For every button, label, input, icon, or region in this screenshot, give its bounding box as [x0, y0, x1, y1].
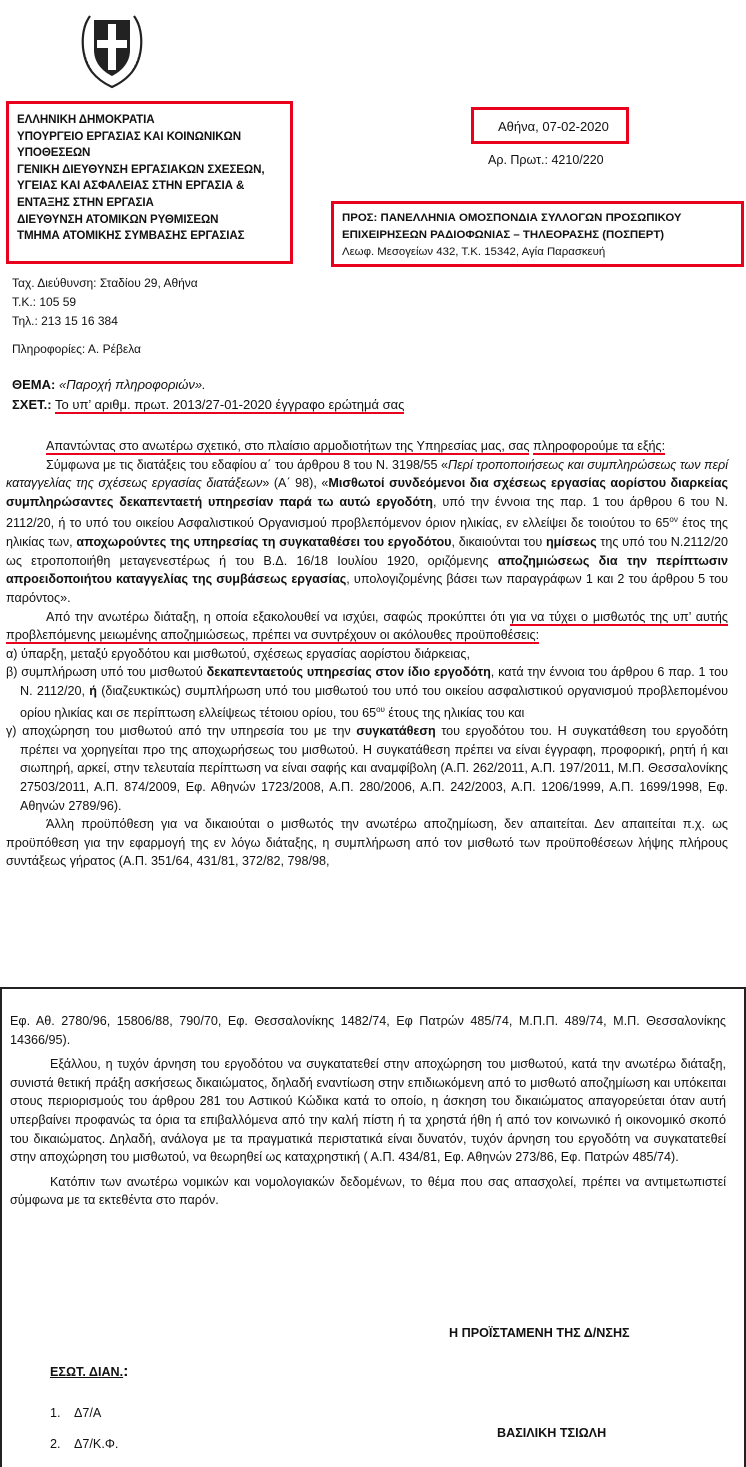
- intro-text: Απαντώντας στο ανωτέρω σχετικό, στο πλαίσιο αρμοδιοτήτων της Υπηρεσίας μας, σας: [46, 439, 530, 453]
- sender-line: ΥΠΟΘΕΣΕΩΝ: [17, 146, 91, 160]
- text-run: ον: [669, 515, 678, 525]
- distribution-entry: Δ7/Κ.Φ.: [74, 1437, 119, 1451]
- sender-line: ΤΜΗΜΑ ΑΤΟΜΙΚΗΣ ΣΥΜΒΑΣΗΣ ΕΡΓΑΣΙΑΣ: [17, 229, 245, 243]
- paragraph-1: [6, 456, 728, 608]
- text-run: , κατά την έννοια του άρθρου 6 παρ. 1 του Ν. 2112/20,: [20, 665, 728, 698]
- distribution-colon: :: [123, 1363, 129, 1380]
- info-contact: Πληροφορίες: Α. Ρέβελα: [12, 342, 141, 356]
- recipient-line: ΕΠΙΧΕΙΡΗΣΕΩΝ ΡΑΔΙΟΦΩΝΙΑΣ – ΤΗΛΕΟΡΑΣΗΣ (ΠΟΣΠΕΡΤ): [342, 229, 665, 241]
- sender-line: ΓΕΝΙΚΗ ΔΙΕΥΘΥΝΣΗ ΕΡΓΑΣΙΑΚΩΝ ΣΧΕΣΕΩΝ,: [17, 162, 265, 176]
- distribution-label: ΕΣΩΤ. ΔΙΑΝ.: [50, 1365, 124, 1379]
- protocol-number: Αρ. Πρωτ.: 4210/220: [488, 153, 604, 167]
- distribution-entry: Δ7/Α: [74, 1406, 102, 1420]
- reference-text: Το υπ’ αριθμ. πρωτ. 2013/27-01-2020 έγγραφο ερώτημά σας: [55, 397, 405, 412]
- text-run: , δικαιούνται του: [451, 535, 546, 550]
- text-run: συγκατάθεση: [356, 724, 436, 739]
- paragraph-5: Κατόπιν των ανωτέρω νομικών και νομολογιακών δεδομένων, το θέμα που σας απασχολεί, πρέπει να αντιμετωπιστεί σύμφωνα με τα εκτεθέντα στο παρόν.: [10, 1174, 726, 1208]
- reference-line: [12, 397, 404, 412]
- postal-address: Ταχ. Διεύθυνση: Σταδίου 29, Αθήνα: [12, 276, 198, 290]
- subject-line: [12, 377, 206, 392]
- recipient-box: [331, 201, 744, 267]
- intro-text: πληροφορούμε τα εξής:: [532, 439, 666, 453]
- highlighted-text: για να τύχει ο μισθωτός της υπ’ αυτής προβλεπόμενης μειωμένης αποζημιώσεως, πρέπει να συντρέχουν οι ακόλουθες προϋποθέσεις:: [6, 609, 728, 643]
- distribution-item: [50, 1437, 118, 1451]
- sender-box: [6, 101, 293, 264]
- text-run: Σύμφωνα με τις διατάξεις του εδαφίου α΄ του άρθρου 8 του Ν. 3198/55 «: [46, 457, 448, 472]
- condition-b: [6, 663, 728, 722]
- text-run: , υπό την έννοια της παρ. 1 του άρθρου 6 του Ν. 2112/20, ή το υπό του οικείου Ασφαλιστικού Οργανισμού προβλεπόμενον όριον ηλικίας, εν ελλείψει δε τοιούτου το 65: [6, 494, 729, 531]
- text-run: (διαζευκτικώς) συμπλήρωση υπό του μισθωτού του υπό του οικείου ασφαλιστικού οργανισμού προβλεπομένου ορίου ηλικίας και σε περίπτωση ελλείψεως τέτοιου ορίου, του 65: [20, 683, 728, 720]
- paragraph-4: Εξάλλου, η τυχόν άρνηση του εργοδότου να συγκατατεθεί στην αποχώρηση του μισθωτού, κατά την ανωτέρω διάταξη, συνιστά θετική πράξη ασκήσεως δικαιώματος, δηλαδή εναντίωση στην επιδιωκόμενη από το μισθωτό αποζημίωση και υπόκειται στους περιορισμούς του άρθρου 281 του Αστικού Κώδικα κατά το οποίο, η άσκηση του δικαιώματος απαγορεύεται όταν αυτή υπερβαίνει προφανώς τα όρια τα επιβαλλόμενα από την καλή πίστη ή τα χρηστά ήθη ή από τον κοινωνικό ή οικονομικό σκοπό του δικαιώματος. Δηλαδή, ανάλογα με τα πραγματικά περιστατικά είναι δυνατόν, τυχόν άρνηση του εργοδότη να συγκατατεθεί στην αποχώρηση του μισθωτού, να θεωρηθεί ως καταχρηστική ( Α.Π. 434/81, Εφ. Αθηνών 273/86, Εφ. Πατρών 485/74).: [10, 1057, 726, 1165]
- text-run: ου: [376, 704, 385, 714]
- text-run: αποζημιώσεως δια την περίπτωσιν απροειδοποιήτου καταγγελίας της συμβάσεως εργασίας: [6, 553, 728, 587]
- document-date: Αθήνα, 07-02-2020: [498, 119, 609, 134]
- letter-body-continued: [10, 1012, 726, 1210]
- phone: Τηλ.: 213 15 16 384: [12, 314, 118, 328]
- sender-line: ΔΙΕΥΘΥΝΣΗ ΑΤΟΜΙΚΩΝ ΡΥΘΜΙΣΕΩΝ: [17, 212, 219, 226]
- paragraph-3: Άλλη προϋπόθεση για να δικαιούται ο μισθωτός την ανωτέρω αποζημίωση, δεν απαιτείται. Δεν απαιτείται π.χ. ως προϋπόθεση για την εφαρμογή της εν λόγω διάταξης, η συμπλήρωση από τον μισθωτό των προϋποθέσεων λήψης πλήρους συντάξεως γήρατος (Α.Π. 351/64, 431/81, 372/82, 798/98,: [6, 817, 728, 869]
- postal-code: Τ.Κ.: 105 59: [12, 295, 77, 309]
- text-run: αποχωρούντες της υπηρεσίας τη συγκαταθέσει του εργοδότου: [76, 535, 452, 550]
- recipient-line: ΠΡΟΣ: ΠΑΝΕΛΛΗΝΙΑ ΟΜΟΣΠΟΝΔΙΑ ΣΥΛΛΟΓΩΝ ΠΡΟΣΩΠΙΚΟΥ: [342, 212, 682, 224]
- intro-paragraph: [6, 437, 728, 456]
- text-run: Περί τροποποιήσεως και συμπληρώσεως των περί καταγγελίας της σχέσεως εργασίας διατάξεων: [6, 457, 729, 491]
- text-run: της υπό του Ν.2112/20 ως ετροποποιήθη μεταγενεστέρως ή του Β.Δ. 16/18 Ιουλίου 1920, οριζόμενης: [6, 535, 728, 568]
- subject-label: ΘΕΜΑ:: [12, 377, 56, 392]
- condition-c: [6, 722, 728, 815]
- sender-line: ΕΝΤΑΞΗΣ ΣΤΗΝ ΕΡΓΑΣΙΑ: [17, 195, 154, 209]
- text-run: Από την ανωτέρω διάταξη, η οποία εξακολουθεί να ισχύει, σαφώς προκύπτει ότι: [46, 609, 510, 624]
- text-run: Μισθωτοί συνδεόμενοι δια σχέσεως εργασίας αορίστου διαρκείας συμπληρώσαντες δεκαπενταετή υπηρεσίαν παρά τω αυτώ εργοδότη: [6, 476, 729, 509]
- text-run: γ) αποχώρηση του μισθωτού από την υπηρεσία του με την: [6, 724, 357, 739]
- text-run: β) συμπλήρωση υπό του μισθωτού: [6, 665, 207, 680]
- distribution-item: [50, 1406, 101, 1420]
- text-run: , υπολογιζομένης βάσει των παραγράφων 1 και 2 του άρθρου 5 του παρόντος».: [6, 572, 728, 605]
- subject-text: «Παροχή πληροφοριών».: [58, 377, 206, 392]
- sender-line: ΕΛΛΗΝΙΚΗ ΔΗΜΟΚΡΑΤΙΑ: [17, 113, 155, 126]
- reference-label: ΣΧΕΤ.:: [12, 397, 52, 412]
- paragraph-2: [6, 608, 728, 645]
- date-box: [471, 107, 629, 144]
- text-run: ημίσεως: [545, 535, 597, 550]
- text-run: έτους της ηλικίας του και: [384, 705, 525, 720]
- text-run: ή: [89, 683, 97, 698]
- text-run: έτος της ηλικίας των,: [6, 516, 728, 550]
- signatory-name: ΒΑΣΙΛΙΚΗ ΤΣΙΩΛΗ: [497, 1426, 607, 1440]
- list-number: 1.: [50, 1406, 61, 1420]
- signatory-title: Η ΠΡΟΪΣΤΑΜΕΝΗ ΤΗΣ Δ/ΝΣΗΣ: [449, 1326, 630, 1340]
- text-run: δεκαπενταετούς υπηρεσίας στον ίδιο εργοδότη: [206, 665, 491, 680]
- condition-a: α) ύπαρξη, μεταξύ εργοδότου και μισθωτού, σχέσεως εργασίας αορίστου διάρκειας,: [6, 646, 471, 661]
- paragraph-3-continued: Εφ. Αθ. 2780/96, 15806/88, 790/70, Εφ. Θεσσαλονίκης 1482/74, Εφ Πατρών 485/74, Μ.Π.Π. 489/74, Μ.Π. Θεσσαλονίκης 14366/95).: [10, 1014, 726, 1047]
- recipient-address: Λεωφ. Μεσογείων 432, Τ.Κ. 15342, Αγία Παρασκευή: [342, 246, 606, 258]
- letter-body: [6, 437, 728, 871]
- list-number: 2.: [50, 1437, 61, 1451]
- distribution-heading: [50, 1363, 128, 1381]
- text-run: του εργοδότου του. Η συγκατάθεση του εργοδότη πρέπει να χορηγείται προ της αποχωρήσεως του μισθωτού. Η συγκατάθεση πρέπει να είναι έγγραφη, προφορική, ρητή ή και σιωπηρή, αρκεί, στην τελευταία περίπτωση να είναι σαφής και αναμφίβολη (Α.Π. 262/2011, Α.Π. 197/2011, Μ.Π. Θεσσαλονίκης 27503/2011, Α.Π. 874/2009, Εφ. Αθηνών 1723/2008, Α.Π. 280/2006, Α.Π. 242/2003, Α.Π. 1206/1999, Α.Π. 1699/1998, Εφ. Αθηνών 2789/96).: [20, 724, 729, 813]
- sender-address-block: [12, 274, 198, 359]
- greek-coat-of-arms-icon: [76, 6, 148, 90]
- sender-line: ΥΓΕΙΑΣ ΚΑΙ ΑΣΦΑΛΕΙΑΣ ΣΤΗΝ ΕΡΓΑΣΙΑ &: [17, 179, 245, 193]
- text-run: » (Α΄ 98), «: [262, 476, 329, 491]
- sender-line: ΥΠΟΥΡΓΕΙΟ ΕΡΓΑΣΙΑΣ ΚΑΙ ΚΟΙΝΩΝΙΚΩΝ: [17, 129, 241, 143]
